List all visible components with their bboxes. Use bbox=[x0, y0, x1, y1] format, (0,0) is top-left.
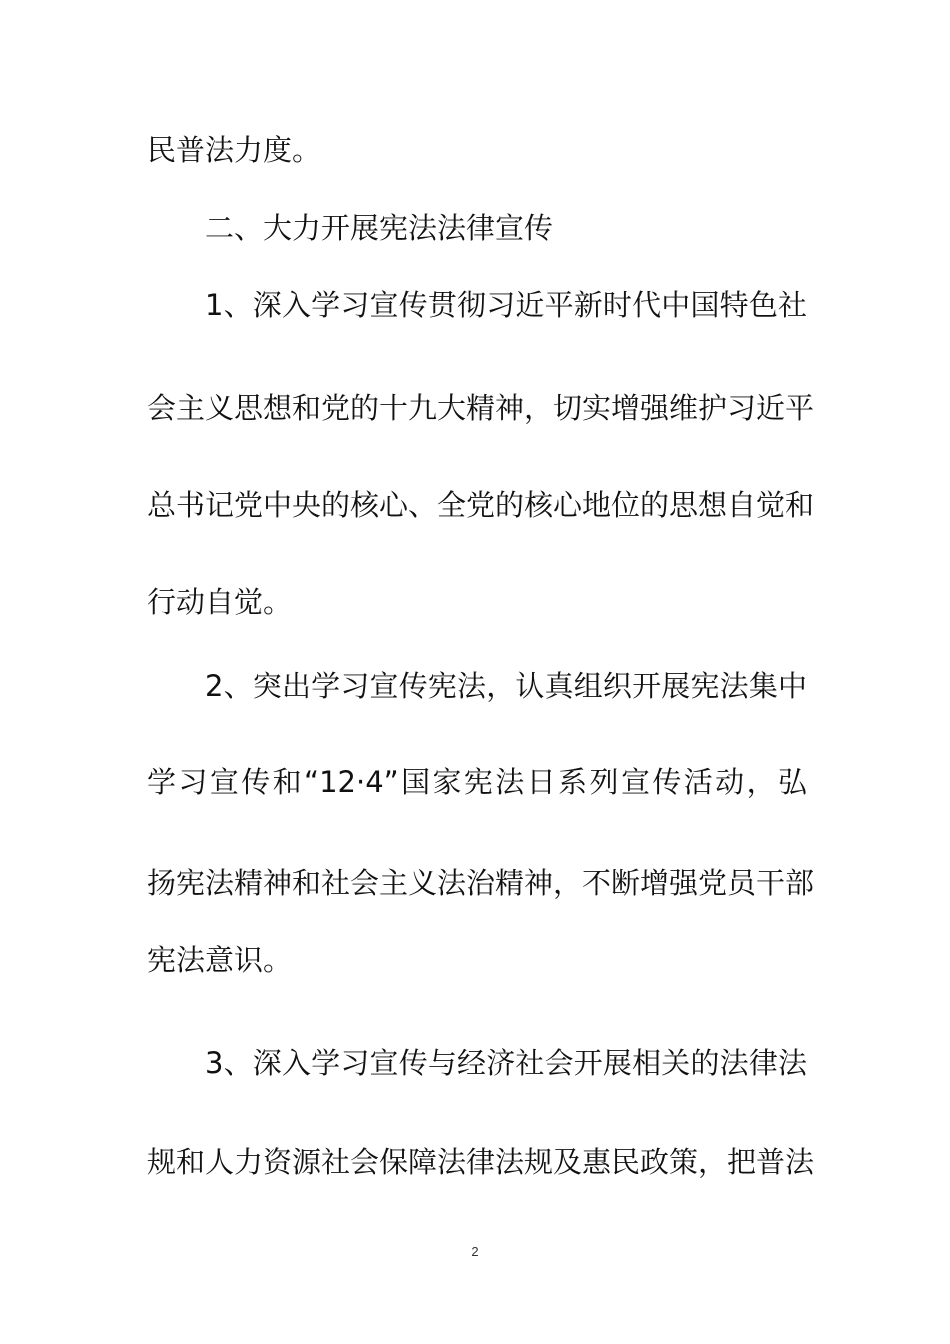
text-line: 会主义思想和党的十九大精神，切实增强维护习近平 bbox=[147, 391, 815, 425]
text-line: 1、深入学习宣传贯彻习近平新时代中国特色社 bbox=[205, 288, 807, 322]
text-line: 行动自觉。 bbox=[147, 585, 293, 619]
text-line: 民普法力度。 bbox=[147, 133, 322, 167]
text-line: 2、突出学习宣传宪法，认真组织开展宪法集中 bbox=[205, 669, 807, 703]
text-line: 学习宣传和“12·4”国家宪法日系列宣传活动，弘 bbox=[147, 765, 807, 799]
text-line: 总书记党中央的核心、全党的核心地位的思想自觉和 bbox=[147, 488, 815, 522]
page-number: 2 bbox=[471, 1244, 479, 1259]
section-heading: 二、大力开展宪法法律宣传 bbox=[205, 211, 554, 245]
text-line: 规和人力资源社会保障法律法规及惠民政策，把普法 bbox=[147, 1145, 815, 1179]
text-line: 扬宪法精神和社会主义法治精神，不断增强党员干部 bbox=[147, 866, 815, 900]
text-line: 宪法意识。 bbox=[147, 943, 293, 977]
text-line: 3、深入学习宣传与经济社会开展相关的法律法 bbox=[205, 1046, 807, 1080]
